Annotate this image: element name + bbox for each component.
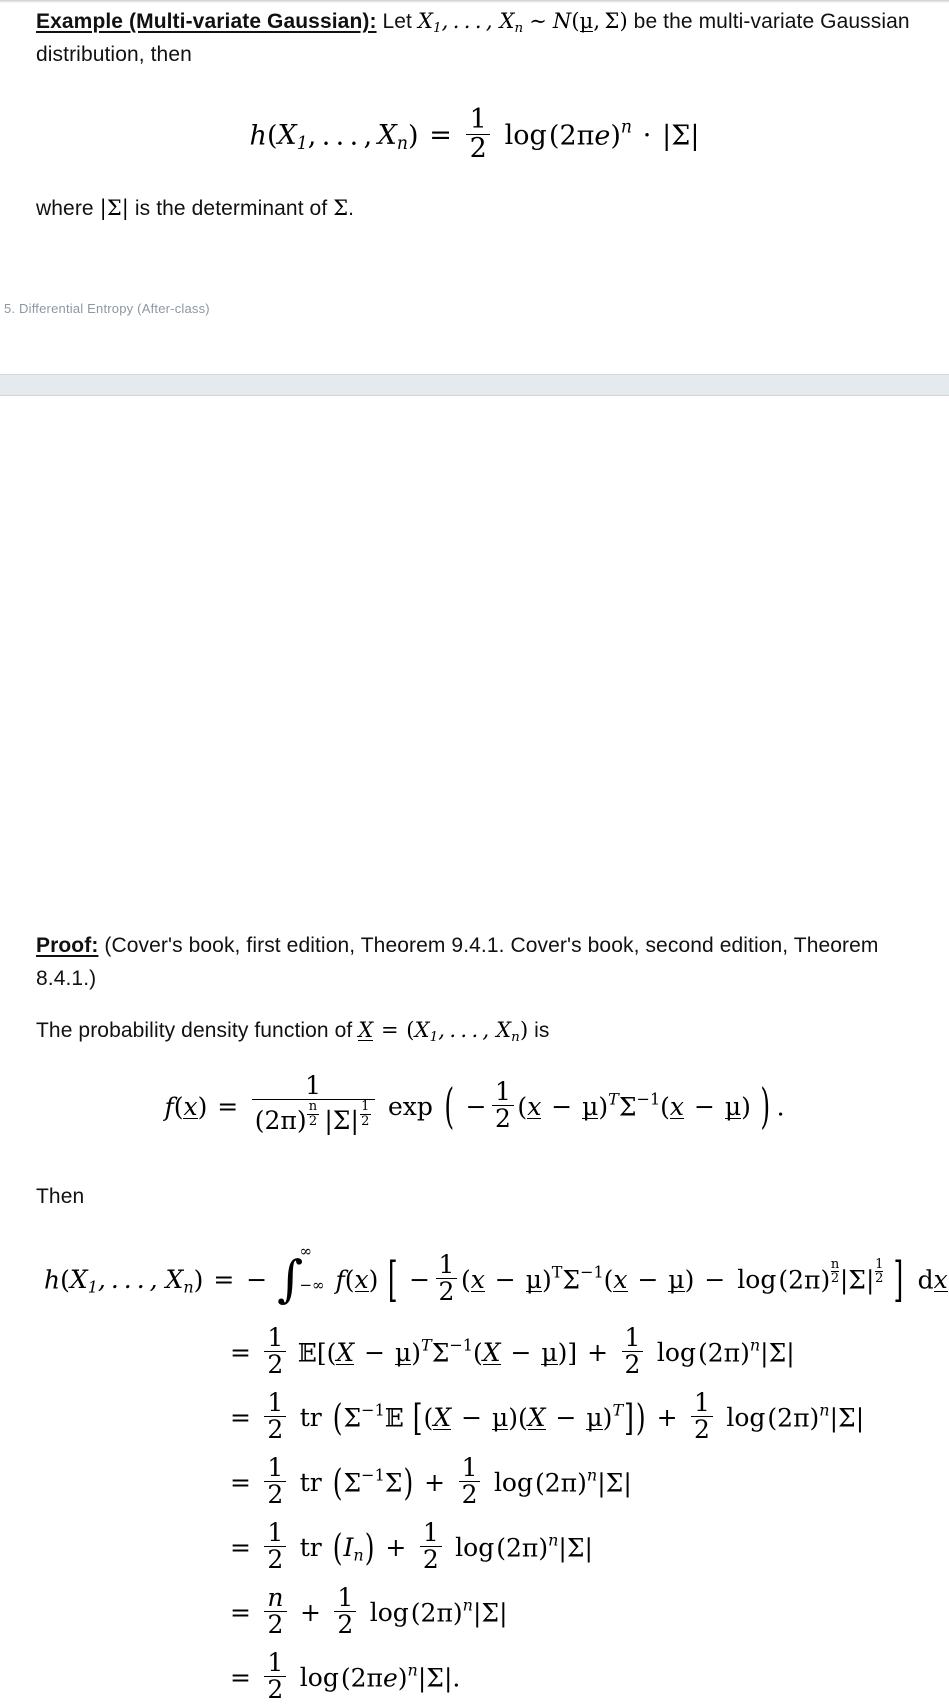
- equation-gaussian-pdf: f(x) = 1 (2π) $\frac{n}{2}$ |Σ| $\frac{1}{2}$ exp ( − $\frac{1}{2}$ $(x - \mu)^T\Sigma^{-1}(x - \mu)$ ) .: [164, 1071, 785, 1136]
- derivation-line-6: = $\frac{n}{2}$ + $\frac{1}{2}$ $\log(2\pi)^n|\Sigma|$: [230, 1583, 508, 1640]
- example-body: Let $X_1$, . . . , $X_n$ ∼ N(μ, Σ) be the multi-variate Gaussian distribution, then: [36, 9, 910, 66]
- derivation-line-3: = $\frac{1}{2}$ tr ($\Sigma^{-1}𝔼$ $[(X - \mu)(X - \mu)^T]$) + $\frac{1}{2}$ $\log(2\pi)^n|\Sigma|$: [230, 1388, 865, 1445]
- equation-differential-entropy-gaussian: $h(X_1$, . . . , $X_n$) = $\frac{1}{2}$ $\log(2\pi e)^n \cdot |\Sigma|$: [249, 104, 700, 165]
- derivation-line-4: = $\frac{1}{2}$ tr $(\Sigma^{-1}\Sigma)$ + $\frac{1}{2}$ $\log(2\pi)^n|\Sigma|$: [230, 1453, 632, 1510]
- slide-example-multivariate-gaussian: [0, 0, 949, 375]
- slide-separator-band: [0, 374, 949, 396]
- proof-label: Proof:: [36, 934, 99, 957]
- example-label: Example (Multi-variate Gaussian):: [36, 10, 377, 33]
- where-clause: where |Σ| is the determinant of Σ.: [36, 196, 355, 220]
- proof-reference: (Cover's book, first edition, Theorem 9.4.1. Cover's book, second edition, Theorem 8.4.1.): [36, 934, 879, 990]
- example-statement: [36, 6, 926, 71]
- derivation-line-2: = $\frac{1}{2}$ 𝔼[(X − $\mu)^T\Sigma^{-1}(X - \mu)$] + $\frac{1}{2}$ $\log(2\pi)^n|\Sigma|$: [230, 1323, 795, 1380]
- slide-footnote: 5. Differential Entropy (After-class): [4, 301, 210, 316]
- derivation-line-5: = $\frac{1}{2}$ tr $(I_n)$ + $\frac{1}{2}$ $\log(2\pi)^n|\Sigma|$: [230, 1518, 593, 1575]
- pdf-intro-line: The probability density function of $X = (X_1$, . . . , $X_n$) is: [36, 1018, 550, 1045]
- proof-statement: [36, 930, 926, 995]
- then-label: Then: [36, 1185, 85, 1208]
- slide-proof: [0, 395, 949, 1704]
- derivation-line-7: = $\frac{1}{2}$ $\log(2\pi e)^n|\Sigma|$.: [230, 1648, 461, 1704]
- derivation-line-1: $h(X_1$, . . . , $X_n$) = − ∫ ∞ −∞ f(x) [ − $\frac{1}{2}$ $(x - \mu)^T\Sigma^{-1}(x - \mu) - \log(2\pi)$ $\frac{n}{2}$ |Σ| $\frac{1}{2}$ ] dx: [44, 1242, 948, 1309]
